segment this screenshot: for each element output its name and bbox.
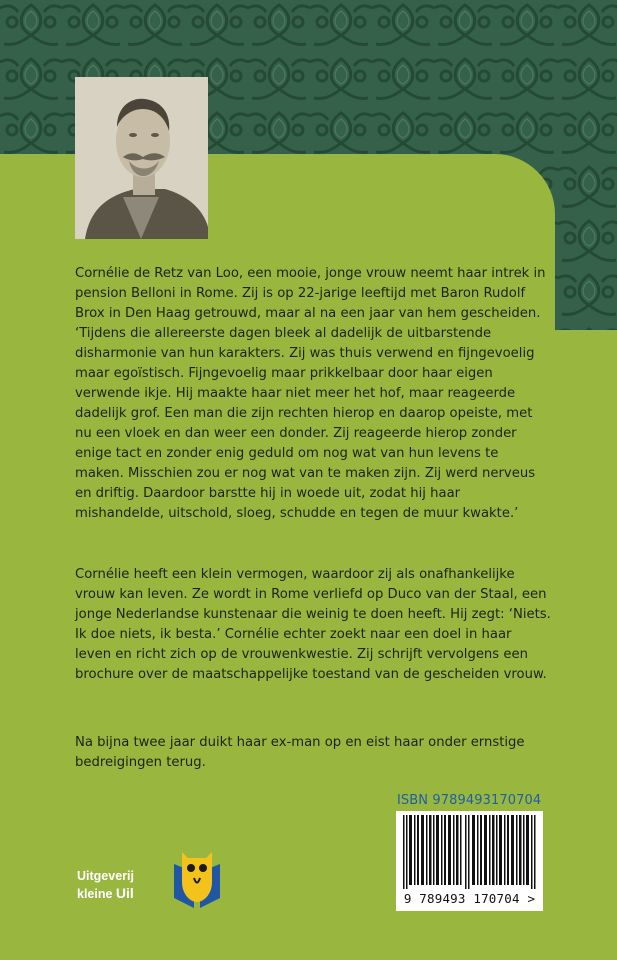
barcode-digits: 9 789493 170704 > — [403, 891, 536, 906]
author-portrait — [75, 77, 208, 239]
isbn-label: ISBN 9789493170704 — [397, 793, 542, 808]
publisher-name-uil: Uil — [115, 885, 134, 901]
publisher-name-prefix: kleine — [77, 887, 116, 901]
blurb-paragraph-2: Cornélie heeft een klein vermogen, waardoor zij als onafhankelijke vrouw kan leven. Ze wordt in Rome verliefd op Duco van der Staal, een jonge Nederlandse kunstenaar die weinig te doen heeft. Hij zegt: ‘Niets. Ik doe niets, ik besta.’ Cornélie echter zoekt naar een doel in haar leven en richt zich op de vrouwenkwestie. Zij schrijft vervolgens een brochure over de maatschappelijke toestand van de gescheiden vrouw. — [75, 567, 551, 682]
owl-book-icon — [172, 848, 222, 908]
publisher-name-line-1: Uitgeverij — [77, 869, 134, 883]
green-text-panel-extension — [555, 330, 617, 960]
publisher-name-line-2 — [77, 885, 134, 901]
blurb-paragraph-1: Cornélie de Retz van Loo, een mooie, jonge vrouw neemt haar intrek in pension Belloni in Rome. Zij is op 22-jarige leeftijd met Baron Rudolf Brox in Den Haag getrouwd, maar al na een jaar van hem gescheiden. ‘Tijdens die allereerste dagen bleek al dadelijk de uitbarstende disharmonie van hun karakters. Zij was thuis verwend en fijngevoelig maar egoïstisch. Fijngevoelig maar prikkelbaar door haar eigen verwende ikje. Hij maakte haar niet meer het hof, maar reageerde dadelijk grof. Een man die zijn rechten hierop en daarop opeiste, met nu een vloek en dan weer een donder. Zij reageerde hierop zonder enige tact en zonder enig geduld om nog wat van hun levens te maken. Misschien zou er nog wat van te maken zijn. Zij werd nerveus en driftig. Daardoor barstte hij in woede uit, zodat hij haar mishandelde, uitschold, sloeg, schudde en tegen de muur kwakte.’ — [75, 266, 546, 521]
publisher-logo — [77, 848, 237, 908]
barcode — [396, 811, 543, 911]
barcode-bars — [403, 815, 536, 889]
blurb-paragraph-3: Na bijna twee jaar duikt haar ex-man op en eist haar onder ernstige bedreigingen terug. — [75, 735, 525, 770]
